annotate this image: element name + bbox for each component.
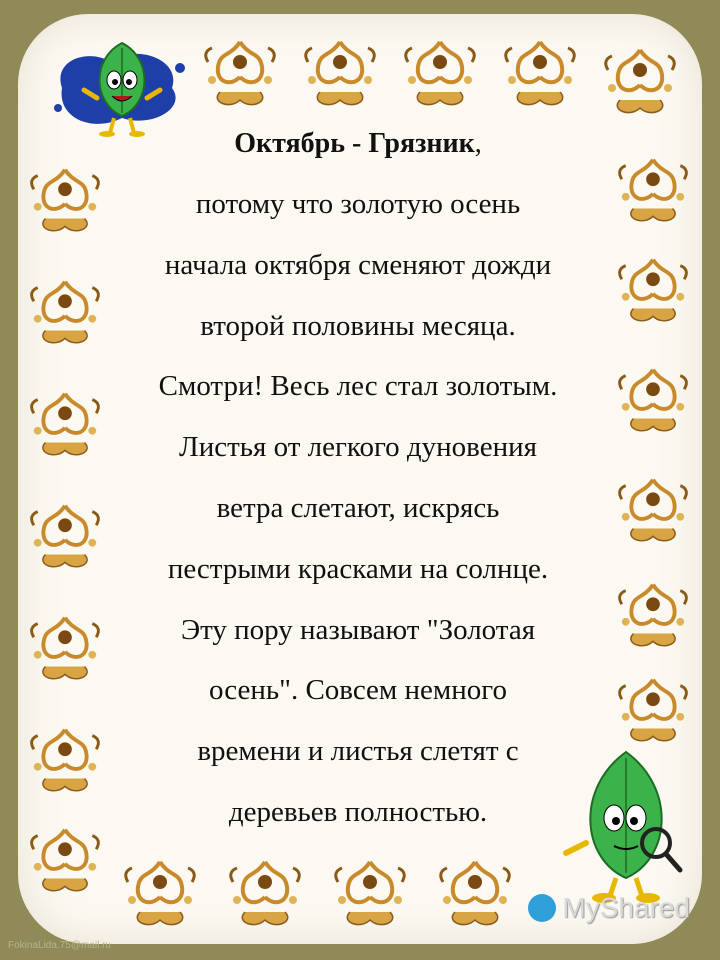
text-line: Эту пору называют "Золотая [180, 613, 536, 646]
ornament-flourish-icon [300, 32, 380, 112]
watermark-text: MyShared [562, 892, 690, 923]
title-rest: , [474, 128, 482, 159]
title-bold: Октябрь - Грязник [234, 128, 475, 159]
text-line: потому что золотую осень [195, 188, 521, 220]
text-line: пестрыми красками на солнце. [167, 552, 549, 585]
author-credit: FokinaLida.75@mail.ru [8, 940, 111, 951]
ornament-flourish-icon [400, 32, 480, 112]
ornament-flourish-icon [614, 670, 692, 748]
ornament-flourish-icon [26, 820, 104, 898]
myshared-logo-icon [528, 894, 556, 922]
ornament-flourish-icon [614, 360, 692, 438]
ornament-flourish-icon [614, 150, 692, 228]
ornament-flourish-icon [120, 852, 200, 932]
ornament-flourish-icon [26, 496, 104, 574]
ornament-flourish-icon [614, 575, 692, 653]
ornament-flourish-icon [200, 32, 280, 112]
ornament-flourish-icon [600, 40, 680, 120]
myshared-watermark [528, 892, 690, 924]
ornament-flourish-icon [26, 272, 104, 350]
ornament-flourish-icon [330, 852, 410, 932]
ornament-flourish-icon [614, 470, 692, 548]
text-line: осень". Совсем немного [209, 674, 507, 707]
text-line: начала октября сменяют дожди [164, 248, 552, 281]
ornament-flourish-icon [26, 160, 104, 238]
ornament-flourish-icon [26, 608, 104, 686]
ornament-flourish-icon [614, 250, 692, 328]
text-line: второй половины месяца. [200, 309, 516, 342]
ornament-flourish-icon [225, 852, 305, 932]
text-line: ветра слетают, искрясь [216, 491, 500, 524]
ornament-flourish-icon [26, 720, 104, 798]
text-line: Листья от легкого дуновения [179, 431, 537, 464]
text-line: времени и листья слетят с [197, 735, 519, 768]
text-line: деревьев полностью. [228, 795, 488, 828]
ornament-flourish-icon [500, 32, 580, 112]
text-line: Смотри! Весь лес стал золотым. [158, 370, 558, 403]
poem-text [108, 118, 608, 843]
page-title [108, 118, 608, 170]
ornament-flourish-icon [26, 384, 104, 462]
ornament-flourish-icon [435, 852, 515, 932]
